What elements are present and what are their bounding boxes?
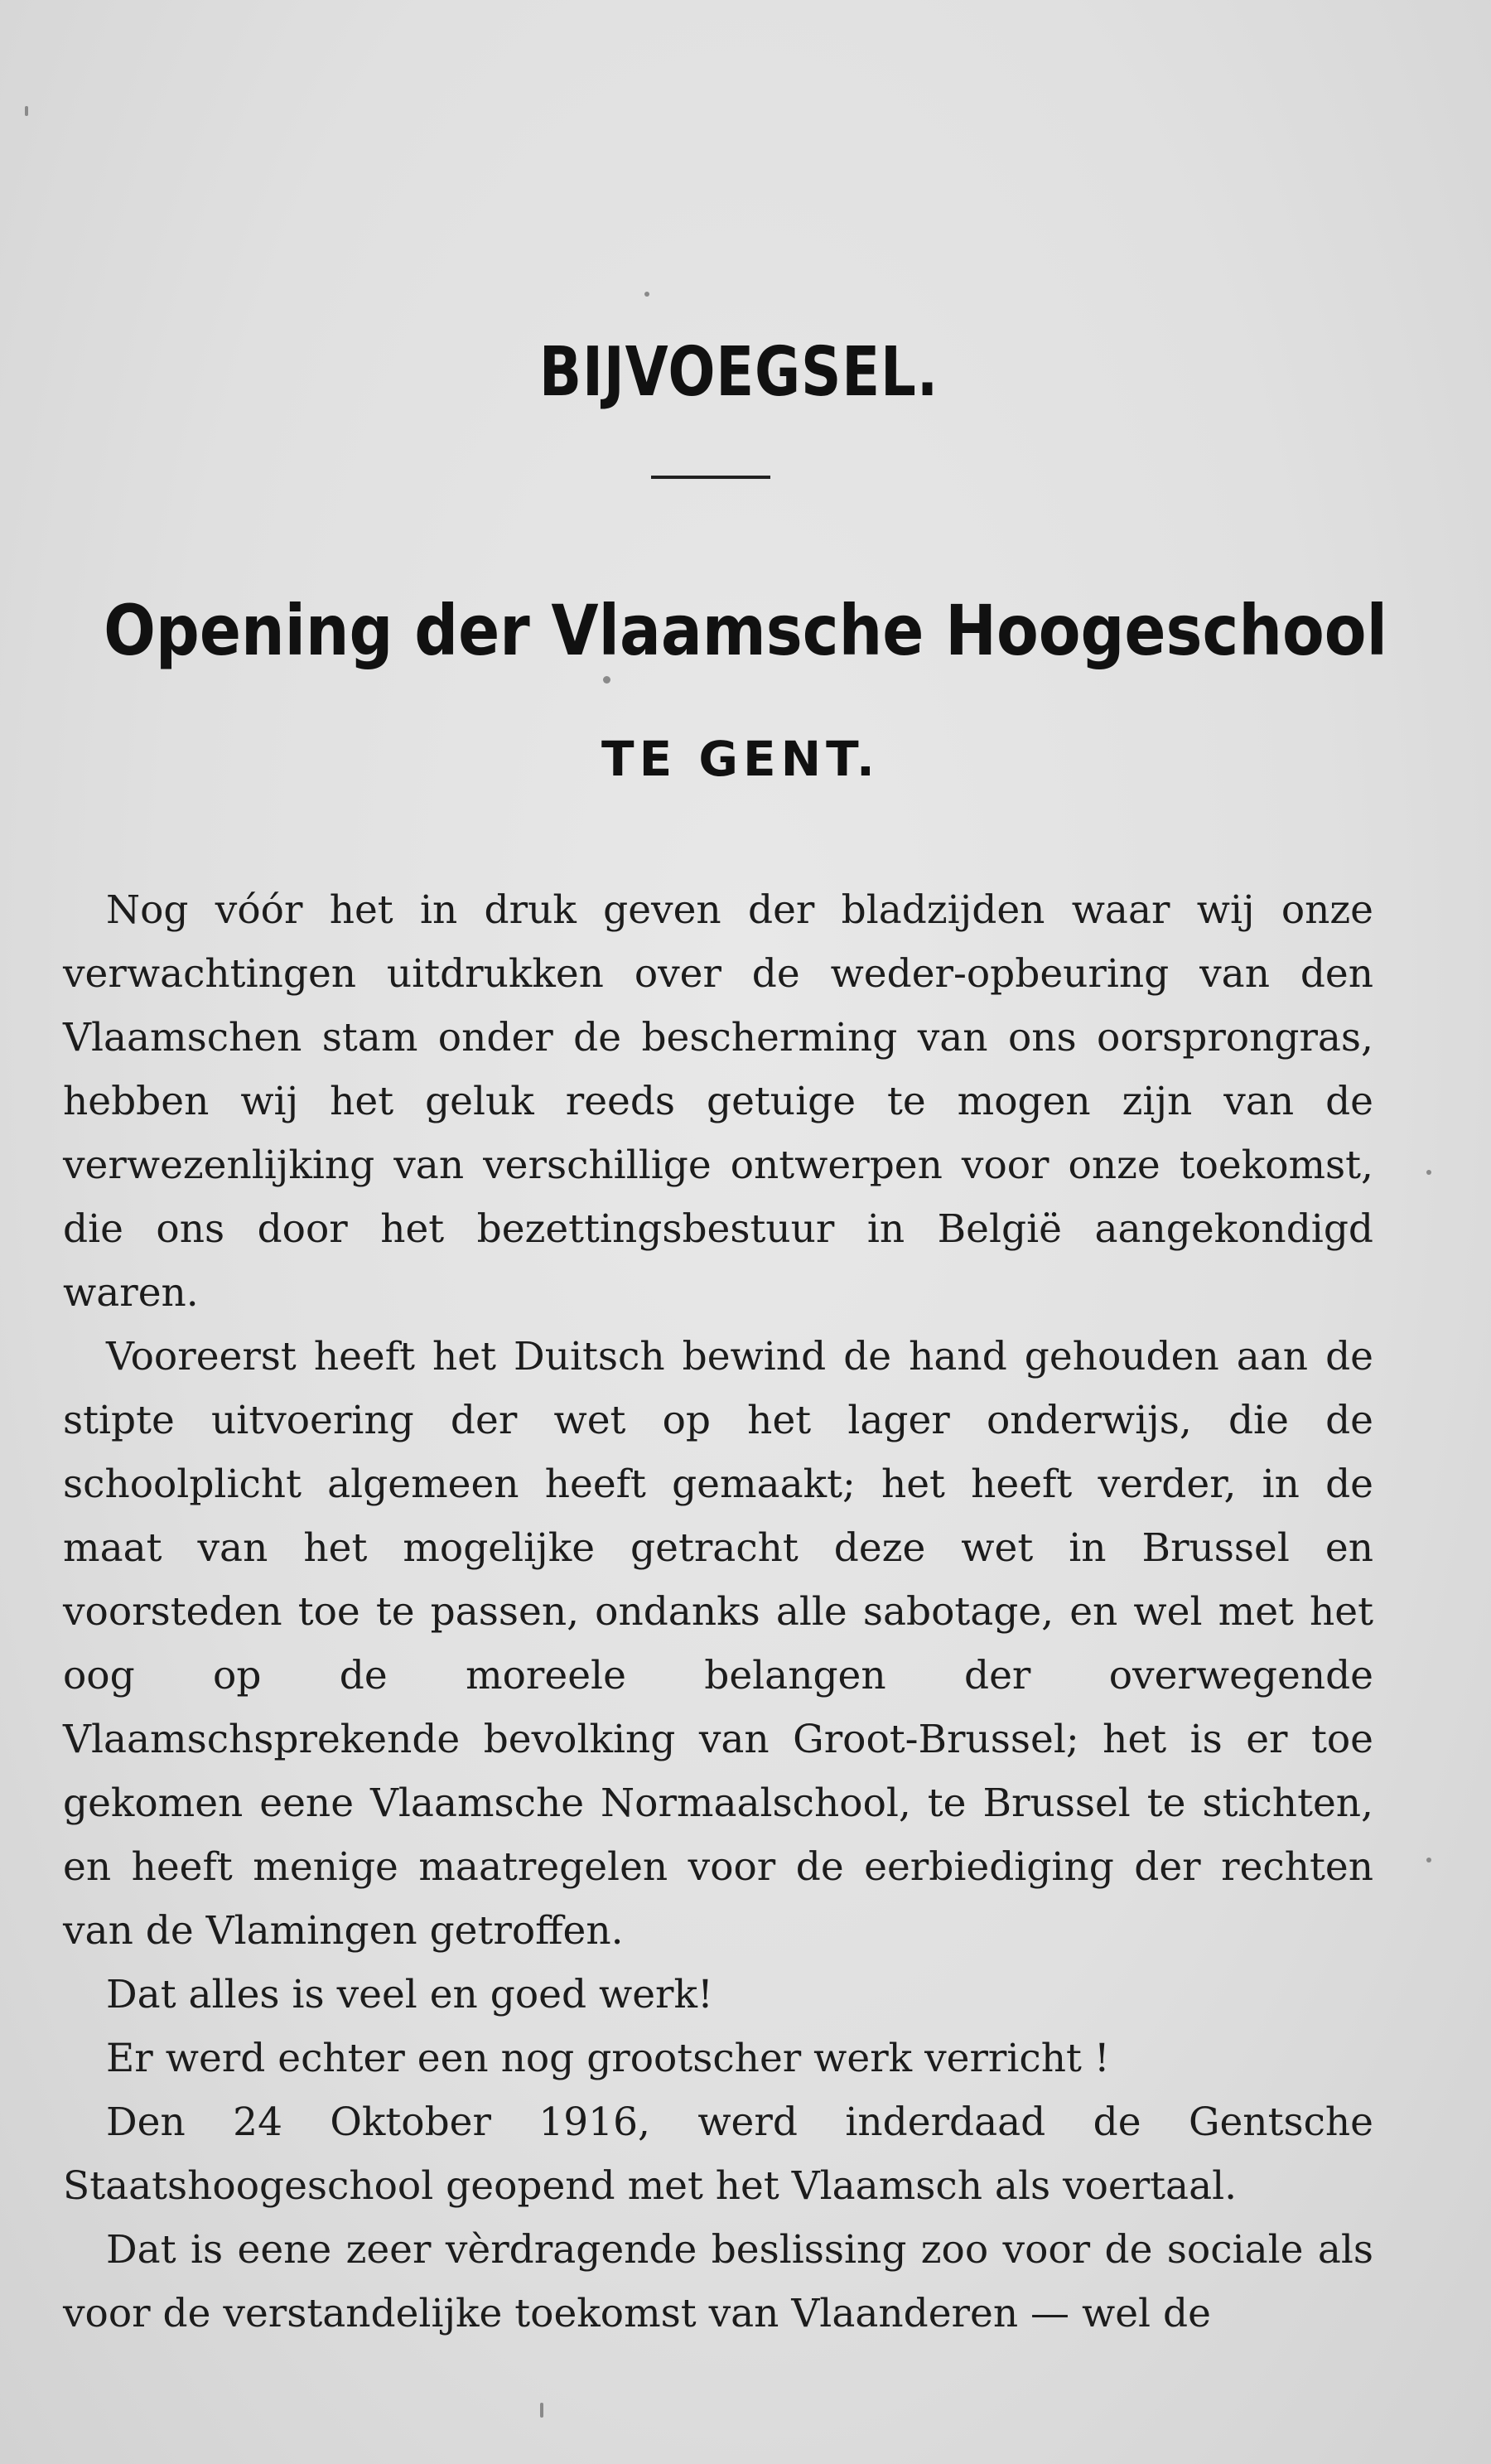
paper-speck bbox=[540, 2403, 543, 2418]
paragraph: Er werd echter een nog grootscher werk verricht ! bbox=[106, 2036, 1110, 2081]
paragraph: Vooreerst heeft het Duitsch bewind de hand gehouden aan de stipte uitvoering der wet op het lager onderwijs, die de schoolplicht algemeen heeft gemaakt; het heeft verder, in de maat van het mogelijke getracht deze wet in Brussel en voorsteden toe te passen, ondanks alle sabotage, en wel met het oog op de moreele belangen der overwegende Vlaamschsprekende bevolking van Groot-Brussel; het is er toe gekomen eene Vlaamsche Normaalschool, te Brussel te stichten, en heeft menige maatregelen voor de eerbiediging der rechten van de Vlamingen getroffen. bbox=[63, 1334, 1373, 1954]
paragraph: Den 24 Oktober 1916, werd inderdaad de Gentsche Staatshoogeschool geopend met het Vlaamsch als voertaal. bbox=[63, 2099, 1373, 2209]
title-divider bbox=[651, 476, 770, 479]
paper-speck bbox=[1426, 1170, 1431, 1175]
paper-speck bbox=[1426, 1858, 1431, 1862]
paper-speck bbox=[603, 676, 610, 684]
paragraph: Dat alles is veel en goed werk! bbox=[106, 1972, 713, 2017]
article-body bbox=[63, 878, 1373, 2346]
paper-speck bbox=[25, 106, 28, 116]
paper-speck bbox=[644, 292, 649, 297]
paragraph: Dat is eene zeer vèrdragende beslissing zoo voor de sociale als voor de verstandelijke toekomst van Vlaanderen — wel de bbox=[63, 2227, 1373, 2336]
article-title: Opening der Vlaamsche Hoogeschool bbox=[104, 590, 1387, 671]
paragraph: Nog vóór het in druk geven der bladzijden waar wij onze verwachtingen uitdrukken over de weder-opbeuring van den Vlaamschen stam onder de bescherming van ons oorsprongras, hebben wij het geluk reeds getuige te mogen zijn van de verwezenlijking van verschillige ontwerpen voor onze toekomst, die ons door het bezettingsbestuur in België aangekondigd waren. bbox=[63, 887, 1373, 1316]
supplement-title: BIJVOEGSEL. bbox=[538, 333, 939, 412]
article-subtitle: TE GENT. bbox=[601, 731, 880, 787]
